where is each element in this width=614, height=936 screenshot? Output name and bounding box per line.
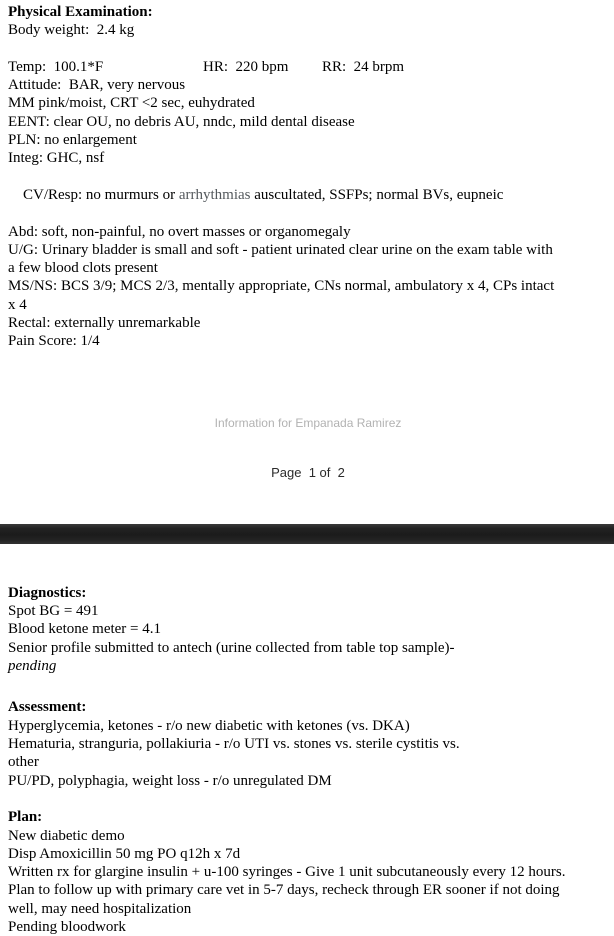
assessment-line-hematuria-wrap: other — [8, 754, 39, 771]
exam-line-attitude: Attitude: BAR, very nervous — [8, 77, 186, 94]
assessment-line-pupd: PU/PD, polyphagia, weight loss - r/o unregulated DM — [8, 772, 332, 789]
assessment-header: Assessment: — [8, 699, 87, 716]
cv-resp-prefix: CV/Resp: no murmurs or — [23, 186, 179, 203]
exam-line-eent: EENT: clear OU, no debris AU, nndc, mild dental disease — [8, 113, 355, 130]
diagnostics-pending-note: pending — [8, 657, 57, 674]
blank-line — [8, 790, 608, 808]
exam-line-abd: Abd: soft, non-painful, no overt masses or organomegaly — [8, 223, 351, 240]
footer-page-indicator: Page 1 of 2 — [271, 464, 345, 480]
vitals-line — [8, 58, 608, 76]
cv-resp-suffix: auscultated, SSFPs; normal BVs, eupneic — [250, 186, 504, 203]
body-weight-line: Body weight: 2.4 kg — [8, 22, 135, 39]
plan-line-follow-up-wrap: well, may need hospitalization — [8, 900, 192, 917]
blank-line — [8, 675, 608, 693]
plan-line-new-diabetic: New diabetic demo — [8, 827, 125, 844]
plan-header: Plan: — [8, 809, 43, 826]
plan-line-follow-up: Plan to follow up with primary care vet in 5-7 days, recheck through ER sooner if not doing — [8, 882, 560, 899]
medical-record-page-2 — [0, 544, 614, 936]
assessment-line-hematuria: Hematuria, stranguria, pollakiuria - r/o UTI vs. stones vs. sterile cystitis vs. — [8, 736, 460, 753]
exam-line-ug: U/G: Urinary bladder is small and soft - patient urinated clear urine on the exam table with — [8, 241, 553, 258]
blank-line — [8, 40, 608, 58]
exam-line-pln: PLN: no enlargement — [8, 132, 137, 149]
exam-line-integ: Integ: GHC, nsf — [8, 150, 105, 167]
exam-line-rectal: Rectal: externally unremarkable — [8, 315, 201, 332]
exam-line-mm: MM pink/moist, CRT <2 sec, euhydrated — [8, 95, 255, 112]
exam-line-pain-score: Pain Score: 1/4 — [8, 333, 100, 350]
exam-line-cv-resp — [8, 168, 608, 223]
respiratory-rate-value: RR: 24 brpm — [322, 58, 405, 75]
heart-rate-value: HR: 220 bpm — [203, 58, 289, 75]
plan-line-pending-bloodwork: Pending bloodwork — [8, 918, 126, 935]
plan-line-amoxicillin: Disp Amoxicillin 50 mg PO q12h x 7d — [8, 845, 241, 862]
diagnostics-line-ketone: Blood ketone meter = 4.1 — [8, 621, 162, 638]
plan-line-insulin-rx: Written rx for glargine insulin + u-100 syringes - Give 1 unit subcutaneously every 12 hours. — [8, 864, 566, 881]
physical-exam-header: Physical Examination: — [8, 4, 153, 20]
exam-line-ug-wrap: a few blood clots present — [8, 260, 158, 277]
cv-resp-highlighted-word: arrhythmias — [178, 186, 251, 203]
assessment-line-hyperglycemia: Hyperglycemia, ketones - r/o new diabetic with ketones (vs. DKA) — [8, 717, 410, 734]
page-footer — [8, 382, 608, 514]
exam-line-msns: MS/NS: BCS 3/9; MCS 2/3, mentally appropriate, CNs normal, ambulatory x 4, CPs intact — [8, 278, 555, 295]
temperature-value: Temp: 100.1*F — [8, 58, 104, 75]
diagnostics-line-spot-bg: Spot BG = 491 — [8, 602, 99, 619]
diagnostics-line-senior-profile: Senior profile submitted to antech (urine collected from table top sample)- — [8, 639, 455, 656]
footer-patient-info: Information for Empanada Ramirez — [214, 415, 402, 430]
page-divider-bar — [0, 524, 614, 544]
exam-line-msns-wrap: x 4 — [8, 296, 27, 313]
diagnostics-header: Diagnostics: — [8, 584, 87, 601]
